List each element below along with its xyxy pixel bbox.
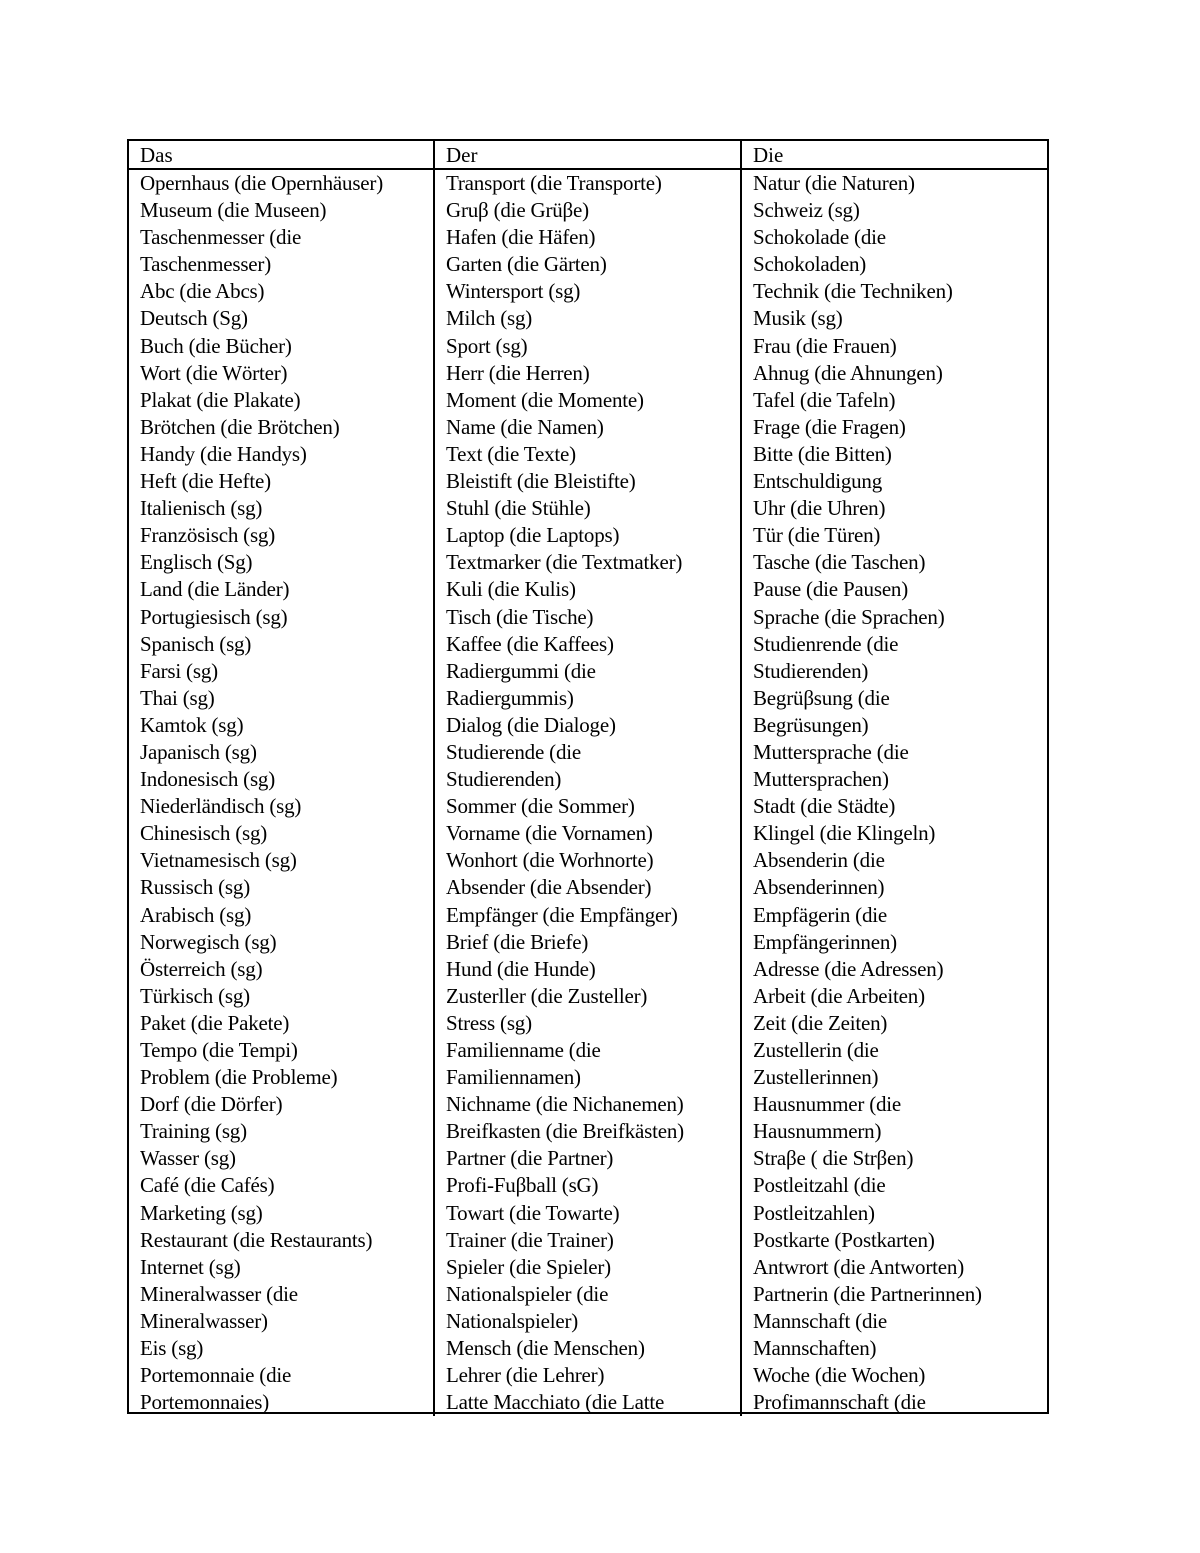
list-item: Mensch (die Menschen) xyxy=(446,1336,645,1361)
list-item: Trainer (die Trainer) xyxy=(446,1227,614,1252)
list-item: Kaffee (die Kaffees) xyxy=(446,631,614,656)
list-item: Museum (die Museen) xyxy=(140,198,327,223)
list-item: Brötchen (die Brötchen) xyxy=(140,414,340,439)
list-item: Problem (die Probleme) xyxy=(140,1065,338,1090)
list-item: Radiergummi (die xyxy=(446,658,596,683)
list-item: Arabisch (sg) xyxy=(140,902,252,927)
list-item: Uhr (die Uhren) xyxy=(753,496,886,521)
list-item: Stress (sg) xyxy=(446,1010,532,1035)
list-item: Name (die Namen) xyxy=(446,414,604,439)
list-item: Studierende (die xyxy=(446,739,582,764)
list-item: Postleitzahl (die xyxy=(753,1173,886,1198)
list-item: Handy (die Handys) xyxy=(140,441,307,466)
list-item: Mineralwasser (die xyxy=(140,1281,298,1306)
list-item: Portemonnaie (die xyxy=(140,1363,292,1388)
list-item: Entschuldigung xyxy=(753,469,883,494)
list-item: Radiergummis) xyxy=(446,685,574,710)
list-item: Laptop (die Laptops) xyxy=(446,523,620,548)
list-item: Studierenden) xyxy=(753,658,869,683)
list-item: Sprache (die Sprachen) xyxy=(753,604,945,629)
list-item: Stadt (die Städte) xyxy=(753,794,896,819)
list-item: Eis (sg) xyxy=(140,1336,204,1361)
list-item: Pause (die Pausen) xyxy=(753,577,909,602)
list-item: Dialog (die Dialoge) xyxy=(446,712,616,737)
list-item: Sport (sg) xyxy=(446,333,528,358)
list-item: Absenderinnen) xyxy=(753,875,885,900)
list-item: Niederländisch (sg) xyxy=(140,794,302,819)
list-item: Land (die Länder) xyxy=(140,577,290,602)
list-item: Textmarker (die Textmatker) xyxy=(446,550,683,575)
list-item: Sommer (die Sommer) xyxy=(446,794,635,819)
list-item: Musik (sg) xyxy=(753,306,843,331)
list-item: Restaurant (die Restaurants) xyxy=(140,1227,373,1252)
list-item: Mineralwasser) xyxy=(140,1308,268,1333)
list-item: Natur (die Naturen) xyxy=(753,171,915,195)
list-item: Muttersprache (die xyxy=(753,739,909,764)
list-item: Heft (die Hefte) xyxy=(140,469,271,494)
list-item: Empfängerinnen) xyxy=(753,929,897,954)
list-item: Tasche (die Taschen) xyxy=(753,550,926,575)
list-item: Vietnamesisch (sg) xyxy=(140,848,297,873)
list-item: Absenderin (die xyxy=(753,848,885,873)
list-item: Moment (die Momente) xyxy=(446,387,644,412)
list-item: Österreich (sg) xyxy=(140,956,263,981)
list-item: Buch (die Bücher) xyxy=(140,333,292,358)
list-item: Gruβ (die Grüβe) xyxy=(446,198,589,223)
list-item: Wintersport (sg) xyxy=(446,279,581,304)
list-item: Wort (die Wörter) xyxy=(140,360,288,385)
list-item: Latte Macchiato (die Latte xyxy=(446,1390,665,1415)
list-item: Tafel (die Tafeln) xyxy=(753,387,896,412)
list-item: Hausnummer (die xyxy=(753,1092,902,1117)
list-item: Empfägerin (die xyxy=(753,902,888,927)
list-item: Postkarte (Postkarten) xyxy=(753,1227,935,1252)
list-item: Englisch (Sg) xyxy=(140,550,253,575)
list-item: Plakat (die Plakate) xyxy=(140,387,301,412)
list-item: Zusterller (die Zusteller) xyxy=(446,983,648,1008)
list-item: Chinesisch (sg) xyxy=(140,821,268,846)
list-item: Dorf (die Dörfer) xyxy=(140,1092,283,1117)
list-item: Thai (sg) xyxy=(140,685,215,710)
list-item: Familienname (die xyxy=(446,1038,601,1062)
list-item: Zeit (die Zeiten) xyxy=(753,1010,888,1035)
list-item: Spieler (die Spieler) xyxy=(446,1254,611,1279)
list-item: Towart (die Towarte) xyxy=(446,1200,620,1225)
list-item: Paket (die Pakete) xyxy=(140,1010,290,1035)
list-item: Training (sg) xyxy=(140,1119,247,1144)
list-item: Kamtok (sg) xyxy=(140,712,244,737)
list-item: Nichname (die Nichanemen) xyxy=(446,1092,684,1117)
list-item: Zustellerinnen) xyxy=(753,1065,879,1090)
list-item: Frau (die Frauen) xyxy=(753,333,897,358)
list-item: Studierenden) xyxy=(446,767,562,792)
list-item: Hafen (die Häfen) xyxy=(446,225,596,250)
list-item: Bitte (die Bitten) xyxy=(753,441,892,466)
column-der xyxy=(435,170,742,1416)
list-item: Transport (die Transporte) xyxy=(446,171,662,195)
list-item: Ahnug (die Ahnungen) xyxy=(753,360,943,385)
list-item: Muttersprachen) xyxy=(753,767,889,792)
list-item: Türkisch (sg) xyxy=(140,983,250,1008)
list-item: Absender (die Absender) xyxy=(446,875,652,900)
list-item: Deutsch (Sg) xyxy=(140,306,248,331)
list-item: Hausnummern) xyxy=(753,1119,882,1144)
list-item: Nationalspieler (die xyxy=(446,1281,609,1306)
list-item: Mannschaft (die xyxy=(753,1308,888,1333)
list-item: Partner (die Partner) xyxy=(446,1146,614,1171)
list-item: Italienisch (sg) xyxy=(140,496,263,521)
list-item: Café (die Cafés) xyxy=(140,1173,275,1198)
column-das xyxy=(129,170,435,1416)
list-item: Technik (die Techniken) xyxy=(753,279,953,304)
list-item: Arbeit (die Arbeiten) xyxy=(753,983,925,1008)
list-item: Postleitzahlen) xyxy=(753,1200,875,1225)
list-item: Portemonnaies) xyxy=(140,1390,270,1415)
list-item: Taschenmesser (die xyxy=(140,225,302,250)
list-item: Norwegisch (sg) xyxy=(140,929,277,954)
list-item: Antwrort (die Antworten) xyxy=(753,1254,964,1279)
list-item: Straβe ( die Strβen) xyxy=(753,1146,914,1171)
list-item: Russisch (sg) xyxy=(140,875,250,900)
list-item: Internet (sg) xyxy=(140,1254,241,1279)
list-item: Tisch (die Tische) xyxy=(446,604,594,629)
table-header-row xyxy=(129,141,1047,170)
list-item: Wonhort (die Worhnorte) xyxy=(446,848,654,873)
list-item: Tempo (die Tempi) xyxy=(140,1038,298,1062)
list-item: Brief (die Briefe) xyxy=(446,929,589,954)
list-item: Schokoladen) xyxy=(753,252,867,277)
list-item: Familiennamen) xyxy=(446,1065,581,1090)
list-item: Wasser (sg) xyxy=(140,1146,236,1171)
list-item: Marketing (sg) xyxy=(140,1200,263,1225)
list-item: Milch (sg) xyxy=(446,306,533,331)
header-das: Das xyxy=(129,141,435,168)
list-item: Profi-Fuβball (sG) xyxy=(446,1173,599,1198)
list-item: Lehrer (die Lehrer) xyxy=(446,1363,605,1388)
list-item: Stuhl (die Stühle) xyxy=(446,496,591,521)
list-item: Tür (die Türen) xyxy=(753,523,881,548)
list-item: Taschenmesser) xyxy=(140,252,272,277)
list-item: Frage (die Fragen) xyxy=(753,414,906,439)
list-item: Profimannschaft (die xyxy=(753,1390,926,1415)
list-item: Kuli (die Kulis) xyxy=(446,577,576,602)
list-item: Schokolade (die xyxy=(753,225,886,250)
vocabulary-table xyxy=(127,139,1049,1414)
list-item: Nationalspieler) xyxy=(446,1308,579,1333)
list-item: Woche (die Wochen) xyxy=(753,1363,926,1388)
header-die: Die xyxy=(753,143,784,167)
list-item: Klingel (die Klingeln) xyxy=(753,821,936,846)
list-item: Schweiz (sg) xyxy=(753,198,860,223)
list-item: Breifkasten (die Breifkästen) xyxy=(446,1119,684,1144)
list-item: Garten (die Gärten) xyxy=(446,252,607,277)
list-item: Studienrende (die xyxy=(753,631,899,656)
list-item: Partnerin (die Partnerinnen) xyxy=(753,1281,982,1306)
list-item: Bleistift (die Bleistifte) xyxy=(446,469,636,494)
list-item: Spanisch (sg) xyxy=(140,631,252,656)
list-item: Empfänger (die Empfänger) xyxy=(446,902,678,927)
list-item: Indonesisch (sg) xyxy=(140,767,276,792)
list-item: Portugiesisch (sg) xyxy=(140,604,288,629)
list-item: Adresse (die Adressen) xyxy=(753,956,944,981)
header-der: Der xyxy=(435,141,742,168)
list-item: Vorname (die Vornamen) xyxy=(446,821,653,846)
list-item: Japanisch (sg) xyxy=(140,739,257,764)
list-item: Begrüsungen) xyxy=(753,712,869,737)
list-item: Zustellerin (die xyxy=(753,1038,879,1062)
list-item: Französisch (sg) xyxy=(140,523,276,548)
list-item: Mannschaften) xyxy=(753,1336,877,1361)
column-die xyxy=(742,170,1047,1416)
list-item: Abc (die Abcs) xyxy=(140,279,265,304)
table-body-row xyxy=(129,170,1047,1416)
list-item: Begrüβsung (die xyxy=(753,685,890,710)
list-item: Text (die Texte) xyxy=(446,441,576,466)
list-item: Hund (die Hunde) xyxy=(446,956,596,981)
list-item: Opernhaus (die Opernhäuser) xyxy=(140,171,384,195)
list-item: Farsi (sg) xyxy=(140,658,218,683)
list-item: Herr (die Herren) xyxy=(446,360,590,385)
